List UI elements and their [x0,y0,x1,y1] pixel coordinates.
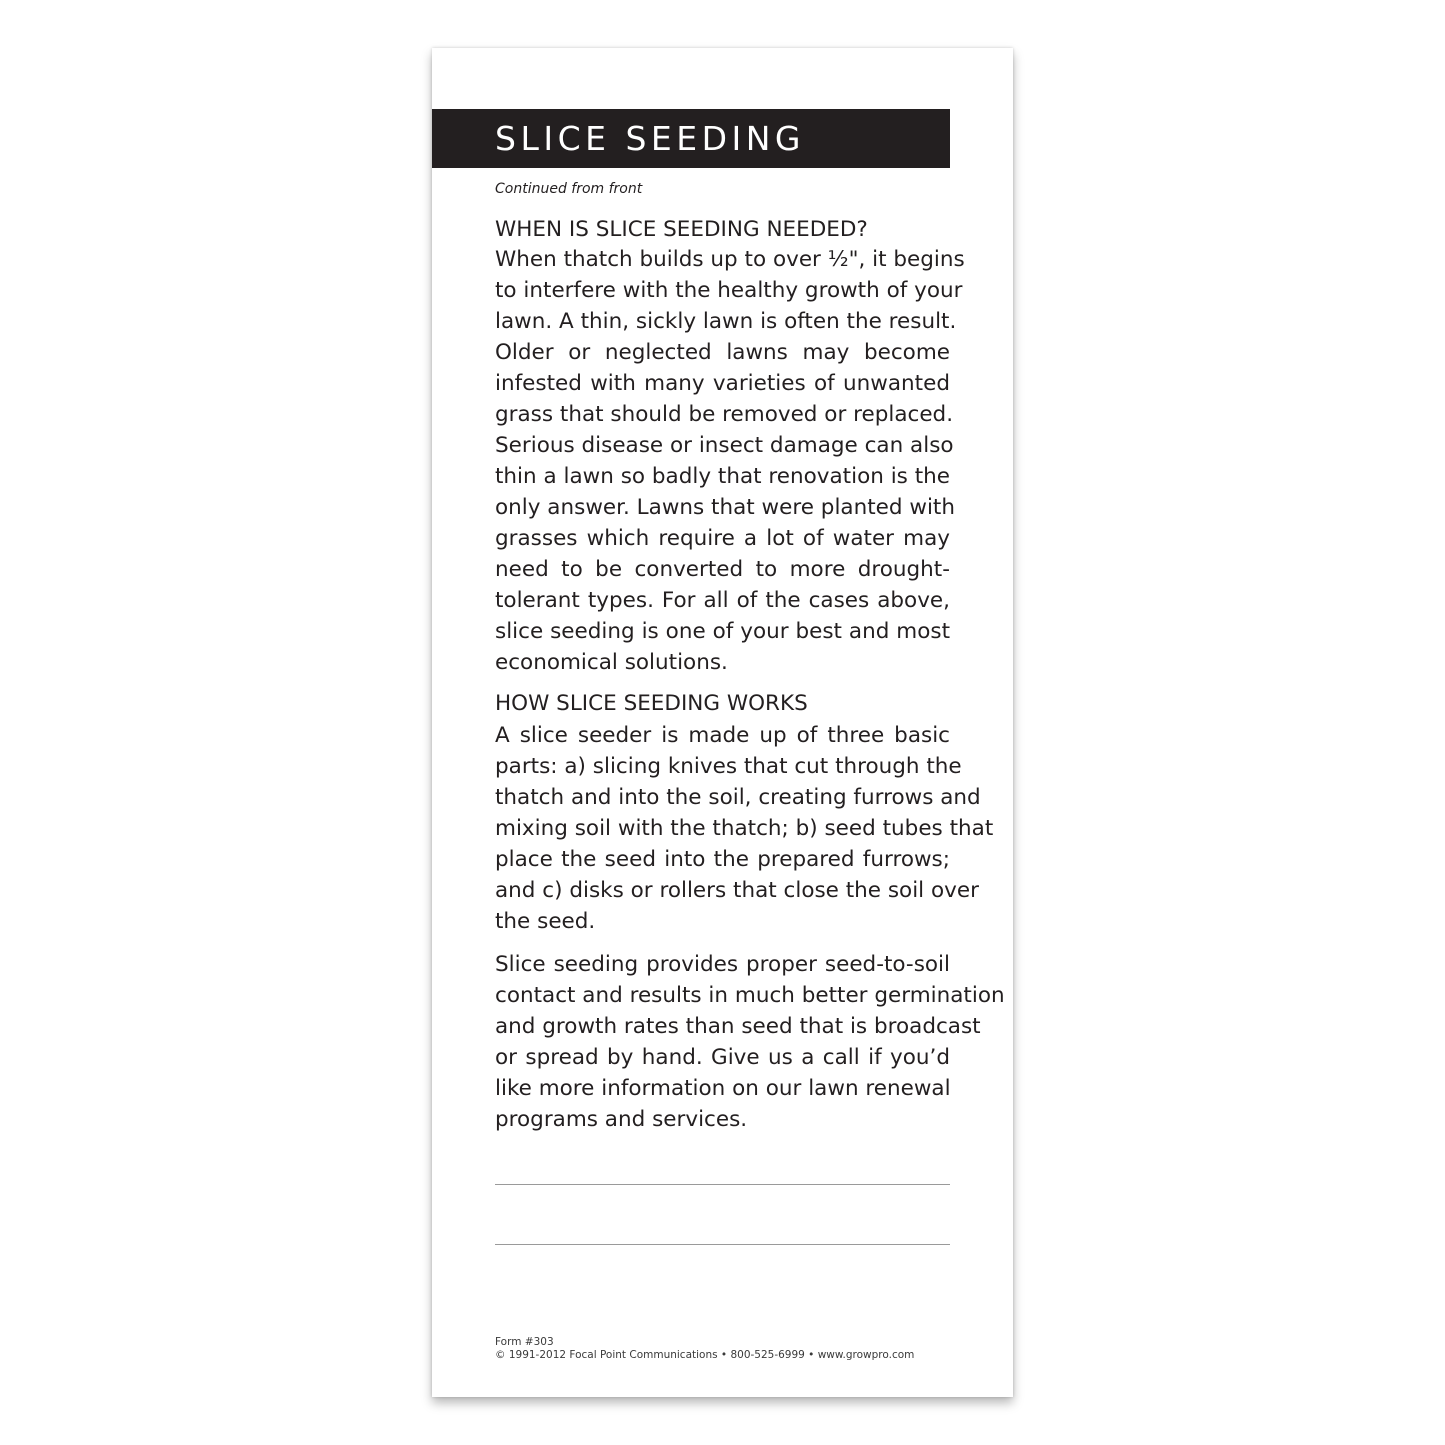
copyright-line: © 1991-2012 Focal Point Communications • 800-525-6999 • www.growpro.com [495,1349,915,1361]
write-in-line-2 [495,1244,950,1245]
paragraph-line: grasses which require a lot of water may [495,526,950,551]
paragraph-line: or spread by hand. Give us a call if you’d [495,1045,950,1070]
paragraph-line: need to be converted to more drought- [495,557,950,582]
document-card [432,48,1013,1397]
paragraph-line: mixing soil with the thatch; b) seed tubes that [495,816,994,841]
page-title: SLICE SEEDING [495,119,805,158]
paragraph-line: tolerant types. For all of the cases above, [495,588,950,613]
paragraph-line: contact and results in much better germination [495,983,1005,1008]
paragraph-line: A slice seeder is made up of three basic [495,723,950,748]
paragraph-line: place the seed into the prepared furrows; [495,847,950,872]
paragraph-line: the seed. [495,909,596,934]
paragraph-line: economical solutions. [495,650,728,675]
form-number: Form #303 [495,1336,554,1348]
paragraph-line: slice seeding is one of your best and most [495,619,950,644]
paragraph-line: and growth rates than seed that is broadcast [495,1014,981,1039]
paragraph-line: infested with many varieties of unwanted [495,371,950,396]
title-bar [432,109,950,168]
section-heading-when-needed: WHEN IS SLICE SEEDING NEEDED? [495,217,868,242]
paragraph-line: only answer. Lawns that were planted with [495,495,955,520]
paragraph-line: like more information on our lawn renewal [495,1076,951,1101]
paragraph-line: Serious disease or insect damage can also [495,433,954,458]
section-heading-how-it-works: HOW SLICE SEEDING WORKS [495,691,808,716]
paragraph-line: Slice seeding provides proper seed-to-soil [495,952,950,977]
paragraph-line: grass that should be removed or replaced. [495,402,954,427]
paragraph-line: parts: a) slicing knives that cut through the [495,754,962,779]
paragraph-line: Older or neglected lawns may become [495,340,950,365]
paragraph-line: When thatch builds up to over ½", it begins [495,247,965,272]
paragraph-line: thin a lawn so badly that renovation is the [495,464,950,489]
paragraph-line: thatch and into the soil, creating furrows and [495,785,981,810]
paragraph-line: to interfere with the healthy growth of your [495,278,963,303]
paragraph-line: programs and services. [495,1107,748,1132]
paragraph-line: lawn. A thin, sickly lawn is often the result. [495,309,957,334]
paragraph-line: and c) disks or rollers that close the soil over [495,878,979,903]
write-in-line-1 [495,1184,950,1185]
continued-note: Continued from front [495,181,643,197]
